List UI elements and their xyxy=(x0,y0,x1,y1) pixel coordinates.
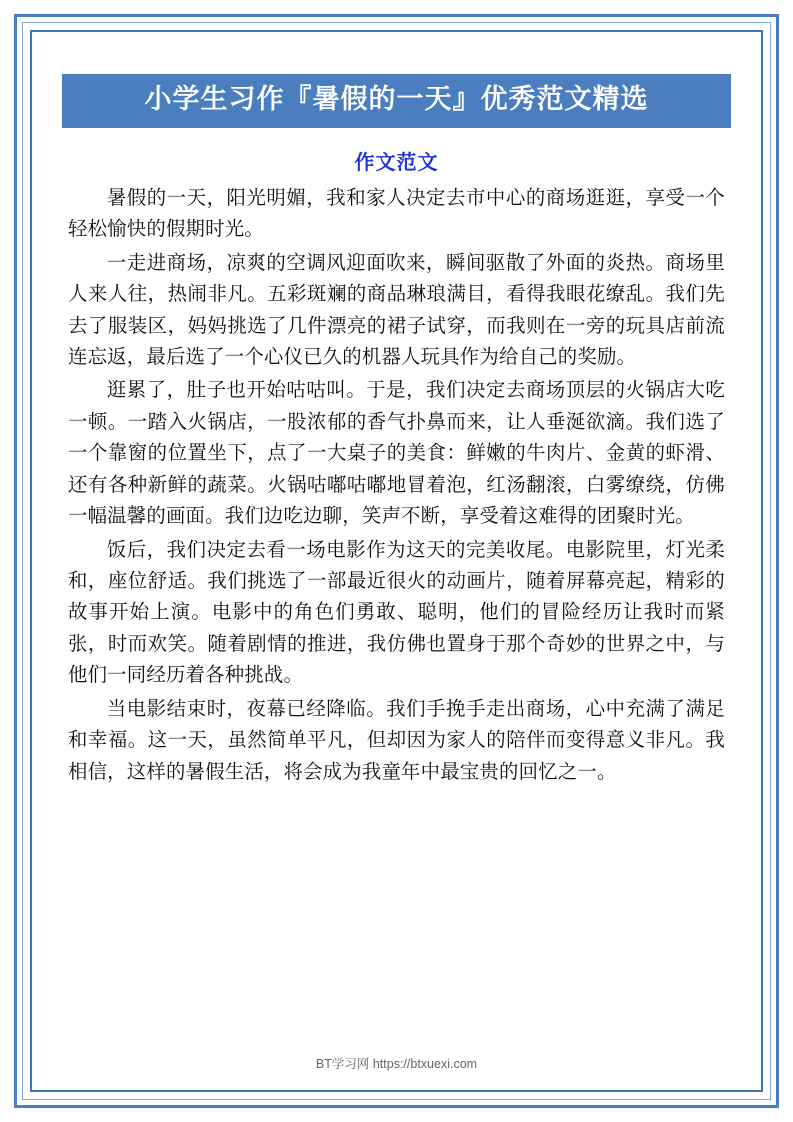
paragraph: 逛累了，肚子也开始咕咕叫。于是，我们决定去商场顶层的火锅店大吃一顿。一踏入火锅店，一股浓郁的香气扑鼻而来，让人垂涎欲滴。我们选了一个靠窗的位置坐下，点了一大桌子的美食：鲜嫩的牛肉片、金黄的虾滑、还有各种新鲜的蔬菜。火锅咕嘟咕嘟地冒着泡，红汤翻滚，白雾缭绕，仿佛一幅温馨的画面。我们边吃边聊，笑声不断，享受着这难得的团聚时光。 xyxy=(68,380,725,528)
paragraph: 暑假的一天，阳光明媚，我和家人决定去市中心的商场逛逛，享受一个轻松愉快的假期时光。 xyxy=(68,187,725,241)
section-subtitle: 作文范文 xyxy=(354,151,439,174)
paragraph: 饭后，我们决定去看一场电影作为这天的完美收尾。电影院里，灯光柔和，座位舒适。我们挑选了一部最近很火的动画片，随着屏幕亮起，精彩的故事开始上演。电影中的角色们勇敢、聪明，他们的冒险经历让我时而紧张，时而欢笑。随着剧情的推进，我仿佛也置身于那个奇妙的世界之中，与他们一同经历着各种挑战。 xyxy=(68,539,725,687)
page-title: 小学生习作『暑假的一天』优秀范文精选 xyxy=(62,74,731,128)
paragraph: 一走进商场，凉爽的空调风迎面吹来，瞬间驱散了外面的炎热。商场里人来人往，热闹非凡。五彩斑斓的商品琳琅满目，看得我眼花缭乱。我们先去了服装区，妈妈挑选了几件漂亮的裙子试穿，而我则在一旁的玩具店前流连忘返，最后选了一个心仪已久的机器人玩具作为给自己的奖励。 xyxy=(68,252,725,368)
essay-body xyxy=(46,183,747,790)
document-page xyxy=(46,46,747,1076)
footer-watermark: BT学习网 https://btxuexi.com xyxy=(315,1057,478,1071)
paragraph: 当电影结束时，夜幕已经降临。我们手挽手走出商场，心中充满了满足和幸福。这一天，虽然简单平凡，但却因为家人的陪伴而变得意义非凡。我相信，这样的暑假生活，将会成为我童年中最宝贵的回忆之一。 xyxy=(68,698,725,783)
